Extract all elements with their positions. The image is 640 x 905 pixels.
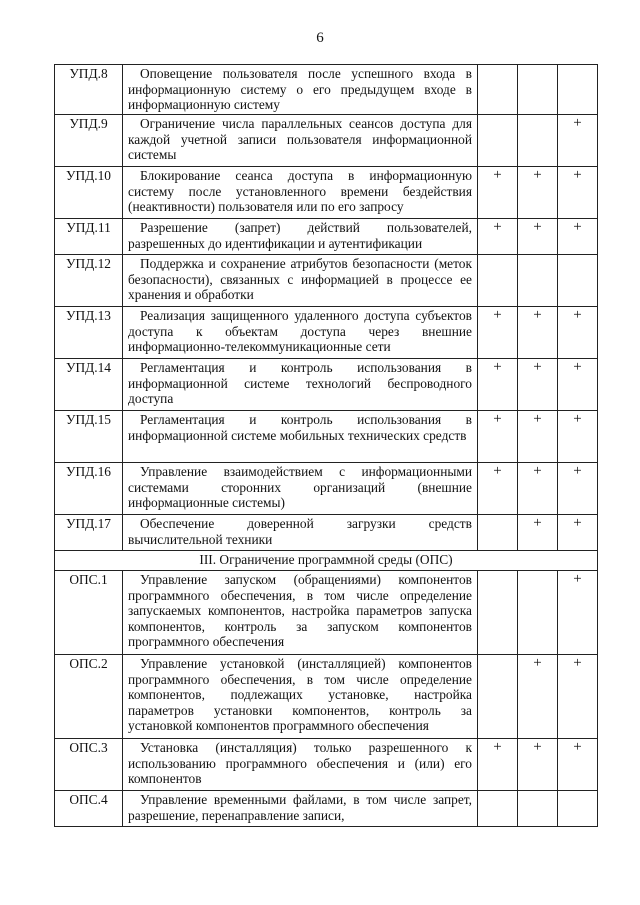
table-row (55, 411, 598, 463)
table-body-upd (55, 65, 598, 551)
table-row (55, 791, 598, 827)
mark-class-3: + (558, 739, 598, 791)
mark-class-2: + (518, 739, 558, 791)
mark-class-2 (518, 571, 558, 655)
measure-code: ОПС.3 (55, 739, 123, 791)
section-title: III. Ограничение программной среды (ОПС) (55, 551, 598, 571)
measure-description: Управление взаимодействием с информационными системами сторонних организаций (внешние информационные системы) (123, 463, 478, 515)
mark-class-1 (478, 655, 518, 739)
mark-class-2: + (518, 359, 558, 411)
mark-class-3: + (558, 463, 598, 515)
measure-description: Разрешение (запрет) действий пользователей, разрешенных до идентификации и аутентификации (123, 219, 478, 255)
table-row (55, 307, 598, 359)
measure-description: Ограничение числа параллельных сеансов доступа для каждой учетной записи пользователя информационной системы (123, 115, 478, 167)
mark-class-2: + (518, 307, 558, 359)
mark-class-3 (558, 791, 598, 827)
table-body-ops (55, 571, 598, 827)
mark-class-2: + (518, 515, 558, 551)
table-row (55, 255, 598, 307)
mark-class-1: + (478, 463, 518, 515)
mark-class-3: + (558, 655, 598, 739)
page-number: 6 (316, 30, 324, 46)
measure-description: Обеспечение доверенной загрузки средств вычислительной техники (123, 515, 478, 551)
measure-description: Блокирование сеанса доступа в информационную систему после установленного времени бездействия (неактивности) пользователя или по его запросу (123, 167, 478, 219)
table-row (55, 65, 598, 115)
mark-class-1 (478, 255, 518, 307)
mark-class-1: + (478, 359, 518, 411)
mark-class-1 (478, 791, 518, 827)
table-row (55, 115, 598, 167)
measure-code: ОПС.4 (55, 791, 123, 827)
section-row (55, 551, 598, 571)
mark-class-2 (518, 791, 558, 827)
measure-description: Управление установкой (инсталляцией) компонентов программного обеспечения, в том числе определение компонентов, подлежащих установке, настройка параметров установки компонентов, контроль за установкой компонентов программного обеспечения (123, 655, 478, 739)
mark-class-2: + (518, 219, 558, 255)
mark-class-3: + (558, 307, 598, 359)
measure-code: УПД.15 (55, 411, 123, 463)
table-row (55, 463, 598, 515)
mark-class-2 (518, 65, 558, 115)
measure-code: УПД.8 (55, 65, 123, 115)
mark-class-3 (558, 255, 598, 307)
measure-code: УПД.17 (55, 515, 123, 551)
mark-class-3: + (558, 167, 598, 219)
mark-class-1 (478, 515, 518, 551)
table-row (55, 515, 598, 551)
mark-class-1: + (478, 219, 518, 255)
mark-class-2: + (518, 167, 558, 219)
measure-description: Поддержка и сохранение атрибутов безопасности (меток безопасности), связанных с информацией в процессе ее хранения и обработки (123, 255, 478, 307)
measure-description: Оповещение пользователя после успешного входа в информационную систему о его предыдущем входе в информационную систему (123, 65, 478, 115)
mark-class-2: + (518, 411, 558, 463)
measure-description: Реализация защищенного удаленного доступа субъектов доступа к объектам доступа через внешние информационно-телекоммуникационные сети (123, 307, 478, 359)
mark-class-2 (518, 255, 558, 307)
mark-class-3: + (558, 219, 598, 255)
measure-description: Установка (инсталляция) только разрешенного к использованию программного обеспечения и (или) его компонентов (123, 739, 478, 791)
mark-class-2: + (518, 463, 558, 515)
mark-class-1: + (478, 739, 518, 791)
measure-code: ОПС.1 (55, 571, 123, 655)
measure-code: УПД.16 (55, 463, 123, 515)
mark-class-1 (478, 65, 518, 115)
mark-class-1: + (478, 411, 518, 463)
measure-code: УПД.14 (55, 359, 123, 411)
measure-code: ОПС.2 (55, 655, 123, 739)
measure-code: УПД.9 (55, 115, 123, 167)
mark-class-3: + (558, 571, 598, 655)
mark-class-3: + (558, 411, 598, 463)
measure-code: УПД.12 (55, 255, 123, 307)
measure-code: УПД.10 (55, 167, 123, 219)
measure-description: Регламентация и контроль использования в информационной системе технологий беспроводного доступа (123, 359, 478, 411)
table-row (55, 219, 598, 255)
table-row (55, 655, 598, 739)
measure-code: УПД.11 (55, 219, 123, 255)
requirements-table (54, 64, 598, 827)
mark-class-3: + (558, 515, 598, 551)
table-row (55, 739, 598, 791)
mark-class-2: + (518, 655, 558, 739)
mark-class-3: + (558, 115, 598, 167)
mark-class-1: + (478, 167, 518, 219)
mark-class-1 (478, 571, 518, 655)
mark-class-2 (518, 115, 558, 167)
mark-class-1: + (478, 307, 518, 359)
table-row (55, 359, 598, 411)
table-row (55, 571, 598, 655)
measure-code: УПД.13 (55, 307, 123, 359)
mark-class-3 (558, 65, 598, 115)
table-body-section (55, 551, 598, 571)
table-row (55, 167, 598, 219)
measure-description: Регламентация и контроль использования в информационной системе мобильных технических средств (123, 411, 478, 463)
mark-class-1 (478, 115, 518, 167)
measure-description: Управление запуском (обращениями) компонентов программного обеспечения, в том числе определение запускаемых компонентов, настройка параметров запуска компонентов, контроль за запуском компонентов программного обеспечения (123, 571, 478, 655)
mark-class-3: + (558, 359, 598, 411)
measure-description: Управление временными файлами, в том числе запрет, разрешение, перенаправление записи, (123, 791, 478, 827)
